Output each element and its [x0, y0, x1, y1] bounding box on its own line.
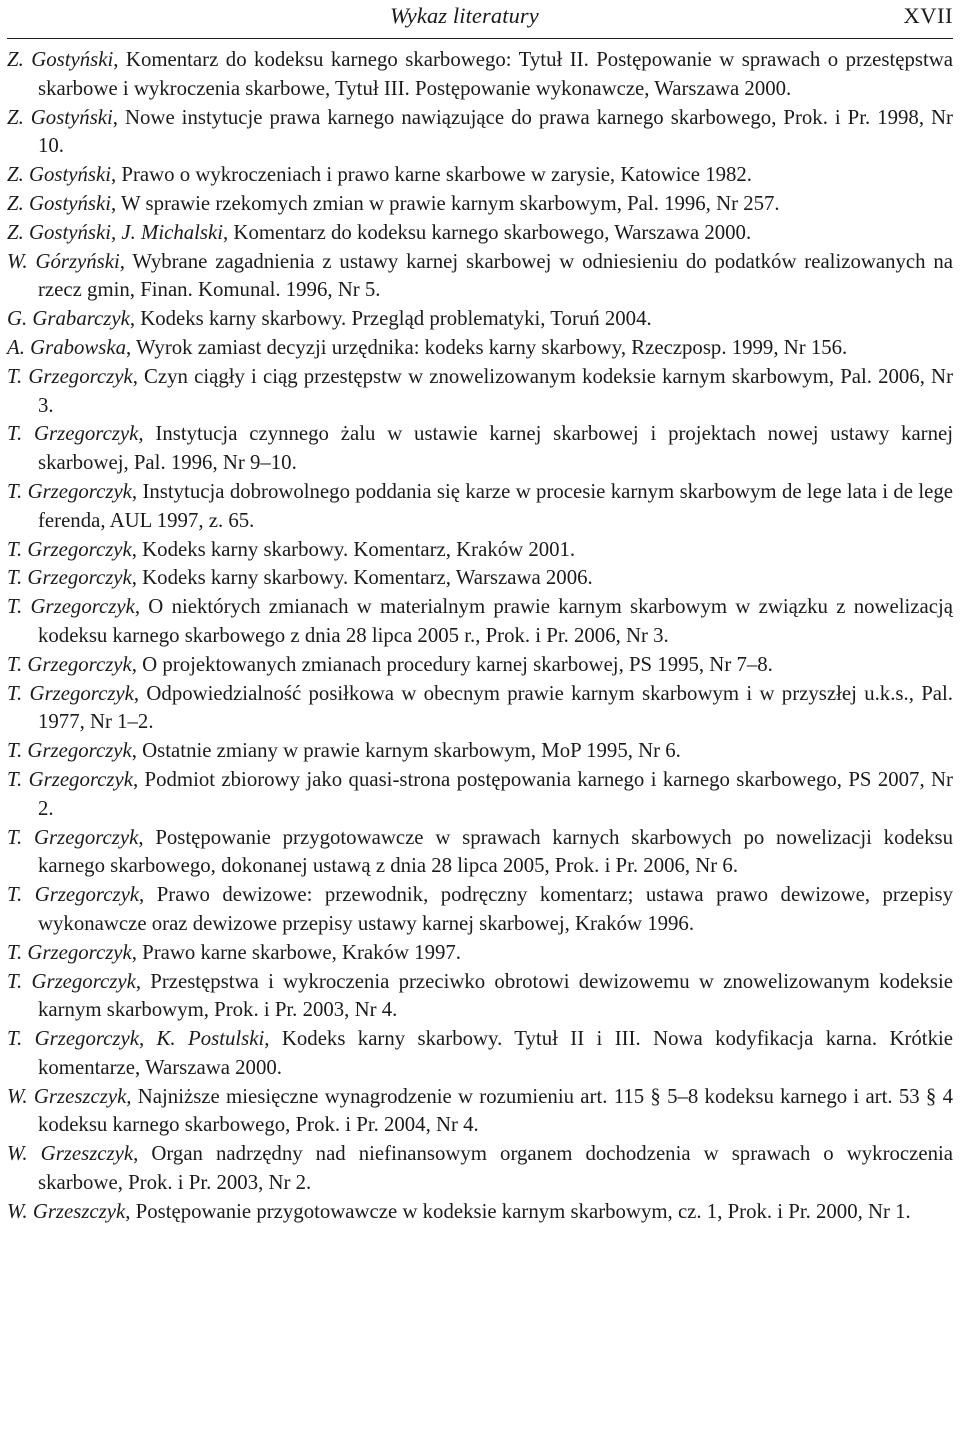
bibliography-entry — [7, 334, 953, 363]
entry-title: , Przestępstwa i wykroczenia przeciwko obrotowi dewizowemu w znowelizowanym kodeksie karnym skarbowym, Prok. i Pr. 2003, Nr 4. — [38, 969, 953, 1022]
bibliography-entry — [7, 1083, 953, 1141]
entry-author: Z. Gostyński, J. Michalski — [7, 220, 224, 244]
entry-title: , Organ nadrzędny nad niefinansowym organem dochodzenia w sprawach o wykroczenia skarbowe, Prok. i Pr. 2003, Nr 2. — [38, 1142, 953, 1195]
bibliography-entry — [7, 536, 953, 565]
bibliography-entry — [7, 881, 953, 939]
bibliography-entry — [7, 305, 953, 334]
entry-title: , Kodeks karny skarbowy. Komentarz, Warszawa 2006. — [131, 566, 593, 590]
entry-title: , Prawo dewizowe: przewodnik, podręczny komentarz; ustawa prawo dewizowe, przepisy wykonawcze oraz dewizowe przepisy ustawy karnej skarbowej, Kraków 1996. — [38, 883, 953, 935]
entry-author: T. Grzegorczyk — [7, 364, 133, 388]
entry-title: , Postępowanie przygotowawcze w sprawach karnych skarbowych po nowelizacji kodeksu karnego skarbowego, dokonanej ustawą z dnia 28 lipca 2005, Prok. i Pr. 2006, Nr 6. — [38, 825, 953, 878]
bibliography-entry — [7, 737, 953, 766]
bibliography-entry — [7, 248, 953, 306]
entry-title: , Komentarz do kodeksu karnego skarbowego: Tytuł II. Postępowanie w sprawach o przestępstwa skarbowe i wykroczenia skarbowe, Tytuł III. Postępowanie wykonawcze, Warszawa 2000. — [38, 48, 953, 100]
entry-author: W. Górzyński — [7, 249, 120, 273]
running-header — [7, 0, 953, 34]
running-title: Wykaz literatury — [390, 3, 539, 28]
bibliography-entry — [7, 363, 953, 421]
entry-title: , Prawo karne skarbowe, Kraków 1997. — [131, 940, 461, 964]
entry-title: , Podmiot zbiorowy jako quasi-strona postępowania karnego i karnego skarbowego, PS 2007, Nr 2. — [38, 767, 953, 820]
entry-author: T. Grzegorczyk — [7, 739, 132, 763]
bibliography-entry — [7, 968, 953, 1026]
bibliography-list — [7, 46, 953, 1227]
bibliography-entry — [7, 1025, 953, 1083]
entry-title: , Instytucja dobrowolnego poddania się karze w procesie karnym skarbowym de lege lata i de lege ferenda, AUL 1997, z. 65. — [38, 479, 954, 532]
entry-title: , Nowe instytucje prawa karnego nawiązujące do prawa karnego skarbowego, Prok. i Pr. 1998, Nr 10. — [38, 105, 953, 158]
entry-author: G. Grabarczyk — [7, 307, 130, 331]
entry-title: , Komentarz do kodeksu karnego skarbowego, Warszawa 2000. — [223, 220, 752, 244]
entry-title: , Wybrane zagadnienia z ustawy karnej skarbowej w odniesieniu do podatków realizowanych na rzecz gmin, Finan. Komunal. 1996, Nr 5. — [38, 249, 953, 302]
entry-author: W. Grzeszczyk, — [7, 1084, 132, 1108]
bibliography-entry — [7, 593, 953, 651]
entry-author: W. Grzeszczyk — [7, 1199, 126, 1223]
page-number: XVII — [903, 3, 953, 28]
entry-title: , W sprawie rzekomych zmian w prawie karnym skarbowym, Pal. 1996, Nr 257. — [111, 191, 780, 215]
bibliography-entry — [7, 46, 953, 104]
entry-author: Z. Gostyński — [7, 191, 111, 215]
bibliography-entry — [7, 1198, 953, 1227]
entry-author: T. Grzegorczyk — [7, 825, 139, 849]
bibliography-entry — [7, 651, 953, 680]
bibliography-entry — [7, 104, 953, 162]
entry-title: , Postępowanie przygotowawcze w kodeksie karnym skarbowym, cz. 1, Prok. i Pr. 2000, Nr 1. — [125, 1199, 911, 1223]
bibliography-entry — [7, 161, 953, 190]
bibliography-entry — [7, 190, 953, 219]
entry-title: O projektowanych zmianach procedury karnej skarbowej, PS 1995, Nr 7–8. — [136, 652, 773, 676]
entry-title: , Kodeks karny skarbowy. Tytuł II i III. Nowa kodyfikacja karna. Krótkie komentarze, Warszawa 2000. — [38, 1027, 953, 1079]
entry-author: T. Grzegorczyk — [7, 681, 134, 705]
entry-author: T. Grzegorczyk — [7, 566, 132, 590]
bibliography-entry — [7, 420, 953, 478]
entry-author: Z. Gostyński — [7, 105, 113, 129]
bibliography-entry — [7, 680, 953, 738]
entry-title: , Prawo o wykroczeniach i prawo karne skarbowe w zarysie, Katowice 1982. — [111, 163, 753, 187]
bibliography-entry — [7, 219, 953, 248]
entry-author: T. Grzegorczyk — [7, 767, 133, 791]
entry-author: T. Grzegorczyk, — [7, 652, 137, 676]
document-page — [7, 0, 954, 1223]
entry-author: T. Grzegorczyk — [7, 537, 132, 561]
entry-author: T. Grzegorczyk — [7, 595, 135, 619]
entry-author: A. Grabowska — [7, 335, 127, 359]
entry-author: Z. Gostyński — [7, 163, 111, 187]
bibliography-entry — [7, 939, 953, 968]
bibliography-entry — [7, 824, 953, 882]
entry-title: , Czyn ciągły i ciąg przestępstw w znowelizowanym kodeksie karnym skarbowym, Pal. 2006, Nr 3. — [38, 364, 953, 417]
entry-title: , O niektórych zmianach w materialnym prawie karnym skarbowym w związku z nowelizacją kodeksu karnego skarbowego z dnia 28 lipca 2005 r., Prok. i Pr. 2006, Nr 3. — [38, 595, 954, 647]
entry-author: W. Grzeszczyk — [7, 1142, 134, 1166]
entry-author: T. Grzegorczyk, — [7, 422, 144, 446]
bibliography-entry — [7, 1140, 953, 1198]
bibliography-entry — [7, 478, 953, 536]
entry-author: T. Grzegorczyk — [7, 479, 132, 503]
entry-author: Z. Gostyński — [7, 48, 114, 71]
entry-author: T. Grzegorczyk, K. Postulski — [7, 1027, 265, 1051]
entry-title: , Kodeks karny skarbowy. Komentarz, Kraków 2001. — [131, 537, 576, 561]
entry-title: , Odpowiedzialność posiłkowa w obecnym prawie karnym skarbowym i w przyszłej u.k.s., Pal. 1977, Nr 1–2. — [38, 681, 953, 734]
entry-title: , Kodeks karny skarbowy. Przegląd problematyki, Toruń 2004. — [129, 307, 652, 331]
entry-author: T. Grzegorczyk — [7, 883, 140, 907]
entry-author: T. Grzegorczyk — [7, 940, 132, 964]
bibliography-entry — [7, 766, 953, 824]
header-rule — [7, 38, 953, 39]
entry-title: , Ostatnie zmiany w prawie karnym skarbowym, MoP 1995, Nr 6. — [131, 739, 681, 763]
entry-title: Instytucja czynnego żalu w ustawie karnej skarbowej i projektach nowej ustawy karnej skarbowej, Pal. 1996, Nr 9–10. — [38, 422, 954, 475]
entry-author: T. Grzegorczyk — [7, 969, 136, 993]
bibliography-entry — [7, 564, 953, 593]
entry-title: Najniższe miesięczne wynagrodzenie w rozumieniu art. 115 § 5–8 kodeksu karnego i art. 53 § 4 kodeksu karnego skarbowego, Prok. i Pr. 2004, Nr 4. — [38, 1084, 953, 1137]
entry-title: , Wyrok zamiast decyzji urzędnika: kodeks karny skarbowy, Rzeczposp. 1999, Nr 156. — [126, 335, 848, 359]
